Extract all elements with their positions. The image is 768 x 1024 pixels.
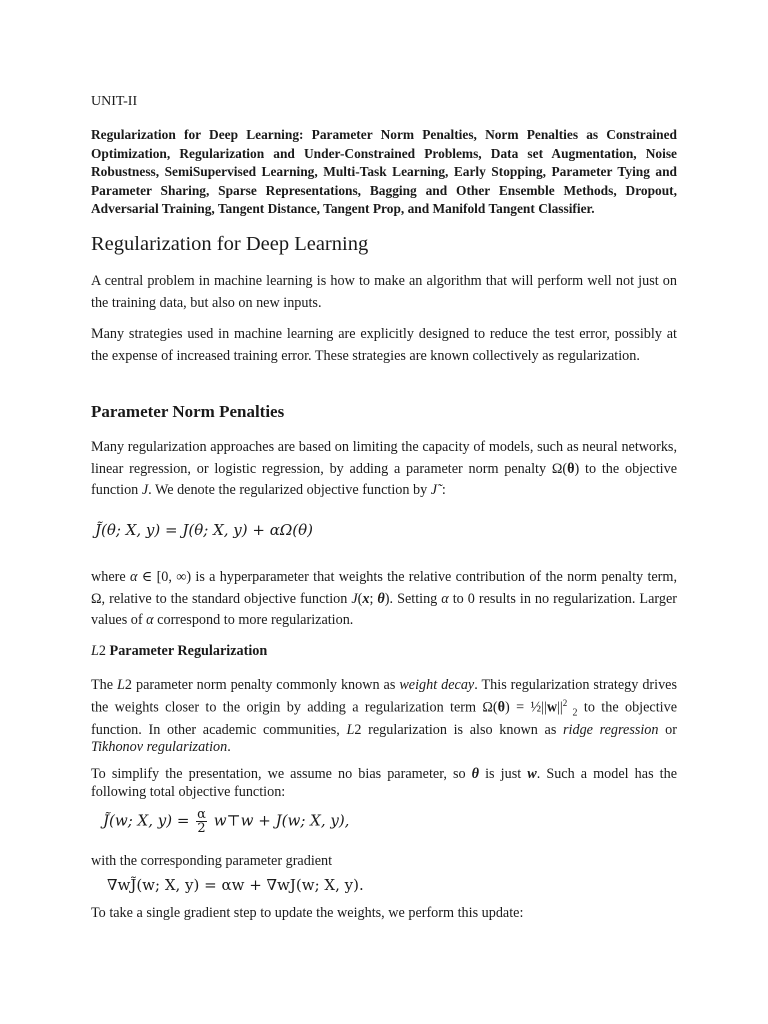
paragraph-alpha: where α ∈ [0, ∞) is a hyperparameter that weights the relative contribution of the norm penalty term, Ω, relative to the standard objective function J(x; θ). Setting α to 0 results in no regularization. Larger values of α correspond to more regularization. xyxy=(91,569,677,628)
paragraph-no-bias: To simplify the presentation, we assume no bias parameter, so θ is just w. Such a model has the following total objective function: xyxy=(91,766,677,800)
equation-regularized-objective: J̃(θ; X, y) = J(θ; X, y) + αΩ(θ) xyxy=(95,521,314,539)
heading-regularization: Regularization for Deep Learning xyxy=(91,233,369,255)
topics-list: Regularization for Deep Learning: Parameter Norm Penalties, Norm Penalties as Constrained Optimization, Regularization and Under-Constrained Problems, Data set Augmentation, Noise Robustness, SemiSupervised Learning, Multi-Task Learning, Early Stopping, Parameter Tying and Parameter Sharing, Sparse Representations, Bagging and Other Ensemble Methods, Dropout, Adversarial Training, Tangent Distance, Tangent Prop, and Manifold Tangent Classifier. xyxy=(91,127,677,217)
paragraph-strategies: Many strategies used in machine learning are explicitly designed to reduce the test error, possibly at the expense of increased training error. These strategies are known collectively as regularization. xyxy=(91,326,677,364)
heading-l2-regularization: L2 Parameter Regularization xyxy=(91,643,268,659)
paragraph-weight-decay: The L2 parameter norm penalty commonly known as weight decay. This regularization strategy drives the weights closer to the origin by adding a regularization term $\Omega(\theta) = \frac{1}{2}||w||^2$ $_2$ to the objective function. In other academic communities, L2 regularization is also known as ridge regression or Tikhonov regularization. xyxy=(91,677,677,756)
fraction: $\frac{\alpha}{2}$ xyxy=(197,807,206,836)
unit-label: UNIT-II xyxy=(91,94,138,109)
equation-total-objective: J̃(w; X, y) = $\frac{\alpha}{2}$ w⊤w + J(w; X, y), xyxy=(103,807,350,836)
paragraph-central-problem: A central problem in machine learning is how to make an algorithm that will perform well not just on the training data, but also on new inputs. xyxy=(91,273,677,311)
equation-gradient: ∇wJ̃(w; X, y) = αw + ∇wJ(w; X, y). xyxy=(107,876,364,894)
paragraph-update: To take a single gradient step to update the weights, we perform this update: xyxy=(91,905,524,921)
paragraph-gradient: with the corresponding parameter gradient xyxy=(91,853,333,869)
heading-parameter-norm-penalties: Parameter Norm Penalties xyxy=(91,402,285,421)
paragraph-norm-penalty: Many regularization approaches are based on limiting the capacity of models, such as neural networks, linear regression, or logistic regression, by adding a parameter norm penalty Ω(θ) to the objective function J. We denote the regularized objective function by J˜: xyxy=(91,439,677,498)
